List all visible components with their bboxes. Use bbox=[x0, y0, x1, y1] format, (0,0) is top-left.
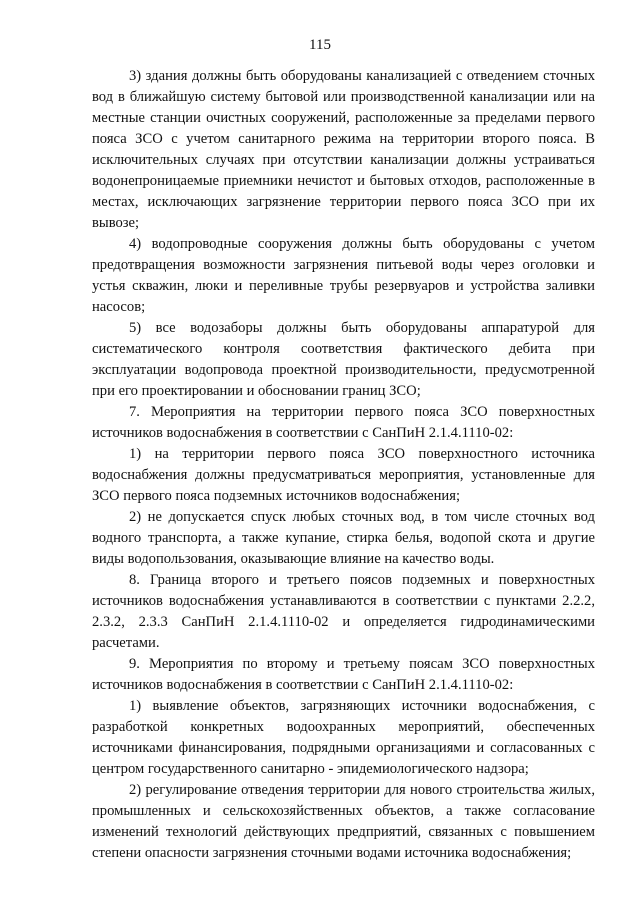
paragraph-7-first-zone-measures: 7. Мероприятия на территории первого пояса ЗСО поверхностных источников водоснабжения в соответствии с СанПиН 2.1.4.1110-02: bbox=[92, 404, 595, 441]
paragraph-9-second-third-zone-measures: 9. Мероприятия по второму и третьему поясам ЗСО поверхностных источников водоснабжения в соответствии с СанПиН 2.1.4.1110-02: bbox=[92, 656, 595, 693]
paragraph-5-water-intakes: 5) все водозаборы должны быть оборудованы аппаратурой для систематического контроля соответствия фактического дебита при эксплуатации водопровода проектной производительности, предусмотренной при его проектировании и обосновании границ ЗСО; bbox=[92, 320, 595, 399]
paragraph-9-2-regulation: 2) регулирование отведения территории для нового строительства жилых, промышленных и сельскохозяйственных объектов, а также согласование изменений технологий действующих предприятий, связанных с повышением степени опасности загрязнения сточными водами источника водоснабжения; bbox=[92, 782, 595, 861]
paragraph-7-2-prohibitions: 2) не допускается спуск любых сточных вод, в том числе сточных вод водного транспорта, а также купание, стирка белья, водопой скота и другие виды водопользования, оказывающие влияние на качество воды. bbox=[92, 509, 595, 567]
paragraph-9-1-identification: 1) выявление объектов, загрязняющих источники водоснабжения, с разработкой конкретных водоохранных мероприятий, обеспеченных источниками финансирования, подрядными организациями и согласованных с центром государственного санитарно - эпидемиологического надзора; bbox=[92, 698, 595, 777]
body-text bbox=[92, 66, 595, 864]
paragraph-4-water-structures: 4) водопроводные сооружения должны быть оборудованы с учетом предотвращения возможности загрязнения питьевой воды через оголовки и устья скважин, люки и переливные трубы резервуаров и устройства заливки насосов; bbox=[92, 236, 595, 315]
paragraph-3-sewerage: 3) здания должны быть оборудованы канализацией с отведением сточных вод в ближайшую систему бытовой или производственной канализации или на местные станции очистных сооружений, расположенные за пределами первого пояса ЗСО с учетом санитарного режима на территории второго пояса. В исключительных случаях при отсутствии канализации должны устраиваться водонепроницаемые приемники нечистот и бытовых отходов, расположенные в местах, исключающих загрязнение территории первого пояса ЗСО при их вывозе; bbox=[92, 68, 595, 231]
page-number: 115 bbox=[309, 37, 331, 53]
paragraph-7-1-measures: 1) на территории первого пояса ЗСО поверхностного источника водоснабжения должны предусматриваться мероприятия, установленные для ЗСО первого пояса подземных источников водоснабжения; bbox=[92, 446, 595, 504]
paragraph-8-zone-boundaries: 8. Граница второго и третьего поясов подземных и поверхностных источников водоснабжения устанавливаются в соответствии с пунктами 2.2.2, 2.3.2, 2.3.3 СанПиН 2.1.4.1110-02 и определяется гидродинамическими расчетами. bbox=[92, 572, 595, 651]
